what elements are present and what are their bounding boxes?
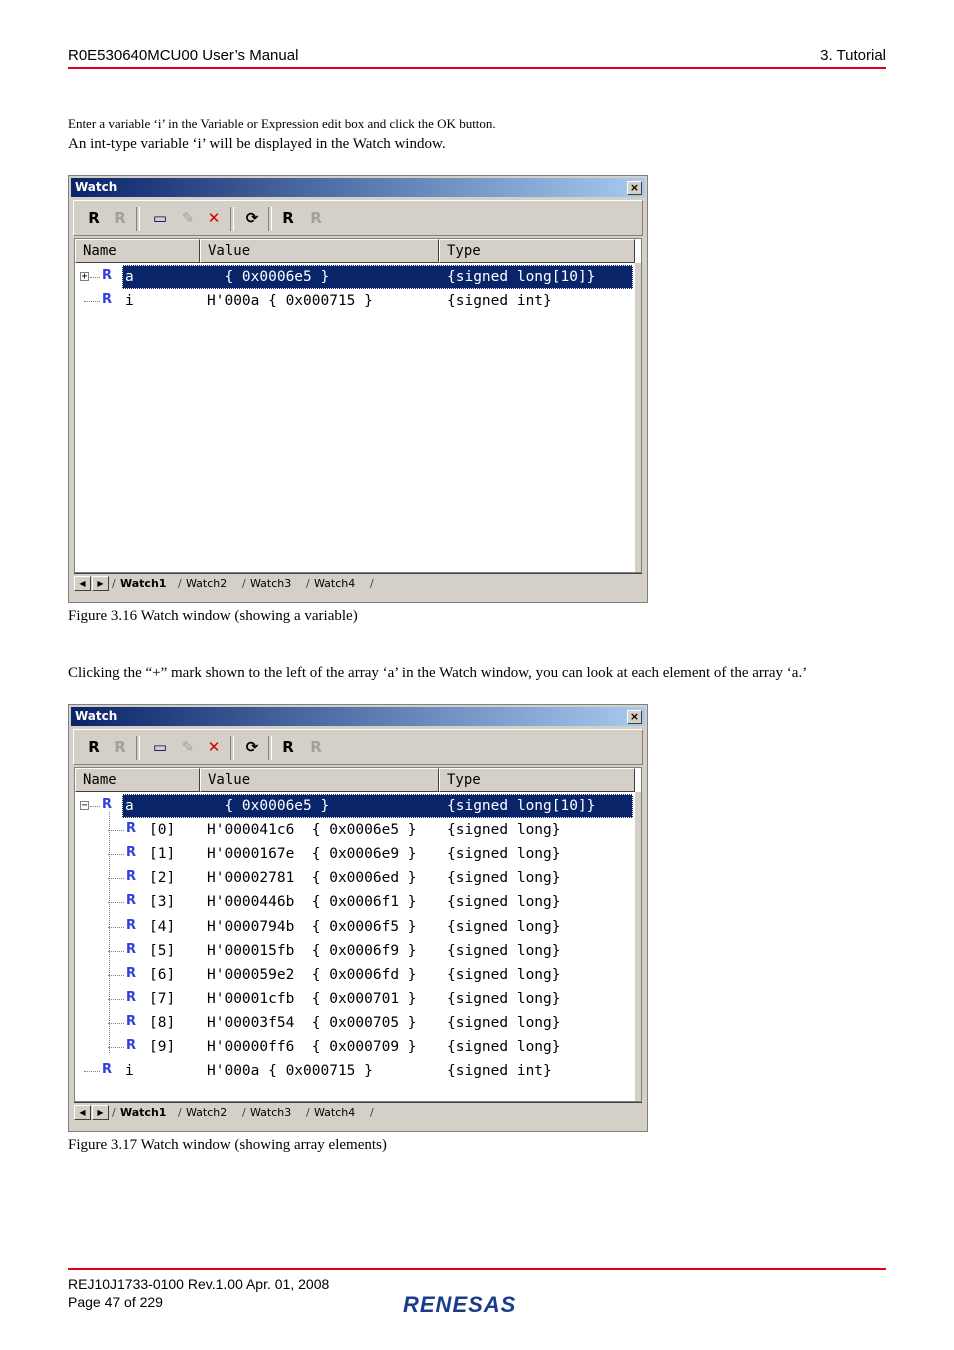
row-value: H'00002781 { 0x0006ed }	[207, 870, 417, 887]
tab-watch1[interactable]: Watch1	[120, 1106, 167, 1119]
register-icon: R	[102, 292, 113, 308]
row-value: H'000059e2 { 0x0006fd }	[207, 966, 417, 983]
watch-row[interactable]	[75, 818, 633, 842]
watch-window-2	[68, 704, 648, 1132]
watch-row[interactable]	[75, 794, 633, 818]
row-type: {signed long}	[447, 894, 561, 911]
register-icon[interactable]: R	[88, 209, 100, 227]
tab-scroll-left-button[interactable]: ◀	[74, 576, 91, 591]
register-icon: R	[126, 941, 137, 957]
watch-row[interactable]	[75, 890, 633, 914]
renesas-logo: RENESAS	[403, 1292, 517, 1317]
tab-bar	[74, 1102, 642, 1123]
row-value: { 0x0006e5 }	[207, 798, 330, 814]
tree-connector	[108, 927, 124, 928]
refresh-icon[interactable]: ⟳	[245, 209, 259, 227]
row-name: [0]	[149, 822, 176, 839]
page-number: Page 47 of 229	[68, 1294, 163, 1310]
row-type: {signed long}	[447, 1014, 561, 1031]
vertical-scrollbar[interactable]	[635, 263, 641, 572]
row-type: {signed long}	[447, 990, 561, 1007]
row-value: H'0000167e { 0x0006e9 }	[207, 846, 417, 863]
row-name: i	[125, 293, 134, 310]
row-type: {signed long[10]}	[447, 269, 596, 285]
row-name: [7]	[149, 990, 176, 1007]
tab-watch1[interactable]: Watch1	[120, 577, 167, 590]
register-icon: R	[126, 845, 137, 861]
tab-divider: /	[242, 577, 246, 590]
figure-caption-2: Figure 3.17 Watch window (showing array elements)	[68, 1137, 387, 1153]
column-header-name[interactable]: Name	[75, 768, 200, 792]
register-icon: R	[126, 1038, 137, 1053]
delete-icon[interactable]: ✕	[207, 209, 221, 227]
document-revision: REJ10J1733-0100 Rev.1.00 Apr. 01, 2008	[68, 1276, 330, 1292]
window-title: Watch	[75, 709, 118, 723]
watch-row[interactable]	[75, 987, 633, 1011]
row-value: H'00000ff6 { 0x000709 }	[207, 1039, 417, 1055]
row-type: {signed long}	[447, 822, 561, 839]
tab-watch2[interactable]: Watch2	[186, 577, 228, 590]
column-header-type[interactable]: Type	[439, 768, 635, 792]
register-icon: R	[126, 989, 137, 1005]
toolbar	[73, 729, 643, 765]
watch-list[interactable]	[74, 238, 642, 573]
watch-row[interactable]	[75, 915, 633, 939]
row-type: {signed int}	[447, 1063, 552, 1080]
window-title: Watch	[75, 180, 118, 194]
row-name: [3]	[149, 894, 176, 911]
chapter-title: 3. Tutorial	[820, 47, 886, 64]
tab-divider: /	[242, 1106, 246, 1119]
watch-row[interactable]	[75, 1011, 633, 1035]
register-icon: R	[126, 893, 137, 909]
tree-connector	[108, 951, 124, 952]
row-name: [4]	[149, 918, 176, 935]
toolbar-separator	[268, 736, 272, 760]
tab-bar	[74, 573, 642, 594]
watch-row[interactable]	[75, 866, 633, 890]
row-value: H'000015fb { 0x0006f9 }	[207, 942, 417, 959]
tree-connector	[90, 277, 100, 278]
tab-divider: /	[370, 1106, 374, 1119]
toolbar	[73, 200, 643, 236]
collapse-icon[interactable]: −	[81, 800, 88, 811]
paragraph-3: Clicking the “+” mark shown to the left of the array ‘a’ in the Watch window, you can look at each element of the array ‘a.’	[68, 665, 808, 681]
window-icon[interactable]: ▭	[152, 738, 168, 756]
tab-watch4[interactable]: Watch4	[314, 577, 356, 590]
row-value: H'00003f54 { 0x000705 }	[207, 1014, 417, 1031]
watch-row[interactable]	[75, 289, 633, 313]
tab-divider: /	[306, 577, 310, 590]
tree-connector	[108, 1047, 124, 1048]
row-type: {signed long}	[447, 870, 561, 887]
row-value: H'000a { 0x000715 }	[207, 1063, 373, 1080]
page-header	[68, 47, 886, 69]
register-disabled-icon[interactable]: R	[114, 209, 126, 227]
row-name: [1]	[149, 846, 176, 863]
row-type: {signed long}	[447, 846, 561, 863]
column-header-name[interactable]: Name	[75, 239, 200, 263]
row-type: {signed long}	[447, 942, 561, 959]
close-button[interactable]: ×	[627, 710, 642, 724]
column-header-value[interactable]: Value	[200, 768, 439, 792]
tab-divider: /	[370, 577, 374, 590]
row-type: {signed long[10]}	[447, 798, 596, 814]
watch-row[interactable]	[75, 963, 633, 987]
tree-connector	[84, 1071, 100, 1072]
edit-icon[interactable]: ✎	[181, 738, 195, 756]
delete-icon[interactable]: ✕	[207, 738, 221, 756]
watch-row[interactable]	[75, 1059, 633, 1083]
tab-divider: /	[306, 1106, 310, 1119]
tab-divider: /	[112, 1106, 116, 1119]
row-value: H'0000446b { 0x0006f1 }	[207, 894, 417, 911]
register-icon: R	[102, 797, 113, 812]
paragraph-2: An int-type variable ‘i’ will be displayed in the Watch window.	[68, 136, 446, 152]
tab-watch3[interactable]: Watch3	[250, 1106, 292, 1119]
tree-connector	[90, 806, 100, 807]
row-type: {signed int}	[447, 293, 552, 310]
register-breakpoint-icon[interactable]: R	[282, 738, 294, 756]
tab-watch3[interactable]: Watch3	[250, 577, 292, 590]
register-breakpoint-icon[interactable]: R	[282, 209, 294, 227]
tree-connector	[108, 830, 124, 831]
register-icon[interactable]: R	[88, 738, 100, 756]
toolbar-separator	[136, 207, 140, 231]
tab-divider: /	[178, 577, 182, 590]
expand-icon[interactable]: +	[81, 271, 88, 282]
register-icon: R	[126, 1013, 137, 1029]
row-name: [9]	[149, 1039, 176, 1055]
row-name: a	[125, 269, 134, 285]
tab-scroll-right-button[interactable]: ▶	[92, 1105, 109, 1120]
row-name: a	[125, 798, 134, 814]
register-icon: R	[102, 268, 113, 283]
tab-divider: /	[112, 577, 116, 590]
row-value: H'000041c6 { 0x0006e5 }	[207, 822, 417, 839]
toolbar-separator	[136, 736, 140, 760]
watch-row[interactable]	[75, 939, 633, 963]
toolbar-separator	[268, 207, 272, 231]
vertical-scrollbar[interactable]	[635, 792, 641, 1101]
row-type: {signed long}	[447, 918, 561, 935]
row-name: [5]	[149, 942, 176, 959]
watch-list[interactable]	[74, 767, 642, 1102]
tab-watch2[interactable]: Watch2	[186, 1106, 228, 1119]
register-icon: R	[126, 965, 137, 981]
edit-icon[interactable]: ✎	[181, 209, 195, 227]
tree-vertical-connector	[109, 812, 110, 1053]
tree-connector	[108, 999, 124, 1000]
register-copy-icon[interactable]: R	[310, 738, 322, 756]
watch-row[interactable]	[75, 1035, 633, 1059]
tree-connector	[108, 878, 124, 879]
refresh-icon[interactable]: ⟳	[245, 738, 259, 756]
column-header-value[interactable]: Value	[200, 239, 439, 263]
window-title-bar	[71, 178, 645, 197]
manual-title: R0E530640MCU00 User’s Manual	[68, 47, 299, 64]
window-title-bar	[71, 707, 645, 726]
row-name: [6]	[149, 966, 176, 983]
row-type: {signed long}	[447, 1039, 561, 1055]
tab-watch4[interactable]: Watch4	[314, 1106, 356, 1119]
tree-connector	[108, 854, 124, 855]
figure-caption-1: Figure 3.16 Watch window (showing a variable)	[68, 608, 358, 624]
row-value: { 0x0006e5 }	[207, 269, 330, 285]
row-value: H'0000794b { 0x0006f5 }	[207, 918, 417, 935]
register-icon: R	[126, 917, 137, 933]
tab-scroll-left-button[interactable]: ◀	[74, 1105, 91, 1120]
tree-connector	[108, 1023, 124, 1024]
row-type: {signed long}	[447, 966, 561, 983]
paragraph-1: Enter a variable ‘i’ in the Variable or Expression edit box and click the OK button.	[68, 116, 496, 131]
close-button[interactable]: ×	[627, 181, 642, 195]
tree-connector	[108, 975, 124, 976]
row-name: [2]	[149, 870, 176, 887]
watch-row[interactable]	[75, 842, 633, 866]
register-icon: R	[126, 821, 137, 837]
tree-connector	[108, 902, 124, 903]
toolbar-separator	[230, 736, 234, 760]
tab-divider: /	[178, 1106, 182, 1119]
tree-connector	[84, 301, 100, 302]
row-value: H'00001cfb { 0x000701 }	[207, 990, 417, 1007]
register-icon: R	[126, 869, 137, 885]
toolbar-separator	[230, 207, 234, 231]
row-name: i	[125, 1063, 134, 1080]
register-disabled-icon[interactable]: R	[114, 738, 126, 756]
register-icon: R	[102, 1062, 113, 1078]
tab-scroll-right-button[interactable]: ▶	[92, 576, 109, 591]
watch-window-1	[68, 175, 648, 603]
row-name: [8]	[149, 1014, 176, 1031]
register-copy-icon[interactable]: R	[310, 209, 322, 227]
row-value: H'000a { 0x000715 }	[207, 293, 373, 310]
column-header-type[interactable]: Type	[439, 239, 635, 263]
watch-row[interactable]	[75, 265, 633, 289]
window-icon[interactable]: ▭	[152, 209, 168, 227]
